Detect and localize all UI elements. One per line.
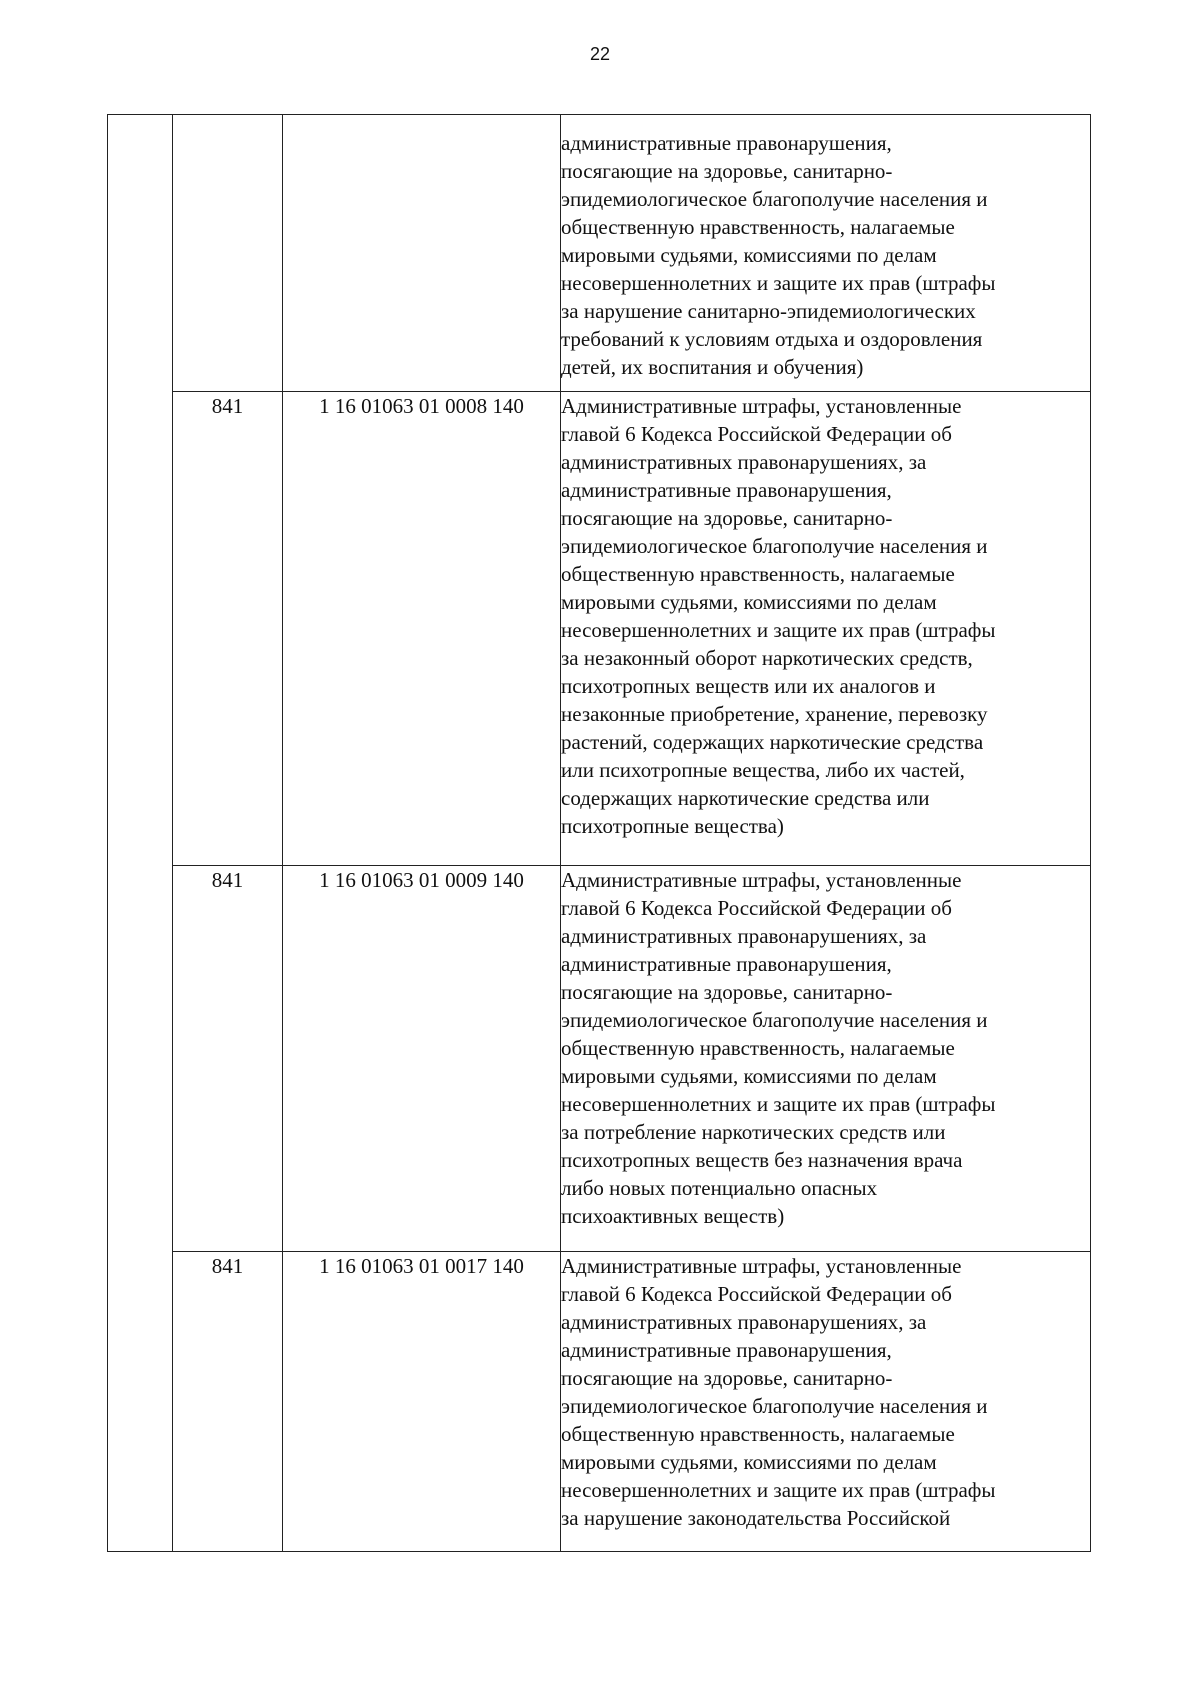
- description-line: незаконные приобретение, хранение, перевозку: [561, 702, 988, 726]
- description-line: эпидемиологическое благополучие населения и: [561, 1008, 988, 1032]
- description-line: главой 6 Кодекса Российской Федерации об: [561, 896, 952, 920]
- description-line: административные правонарушения,: [561, 131, 892, 155]
- page-number: 22: [589, 44, 611, 64]
- description-line: административные правонарушения,: [561, 1338, 892, 1362]
- description-line: мировыми судьями, комиссиями по делам: [561, 243, 937, 267]
- blank-cell: [108, 115, 173, 1552]
- description-line: общественную нравственность, налагаемые: [561, 562, 955, 586]
- description-line: несовершеннолетних и защите их прав (штрафы: [561, 271, 996, 295]
- description-cell: [561, 115, 1091, 392]
- description-cell: [561, 866, 1091, 1252]
- description-line: общественную нравственность, налагаемые: [561, 1036, 955, 1060]
- description-line: общественную нравственность, налагаемые: [561, 215, 955, 239]
- description-line: психотропные вещества): [561, 814, 784, 838]
- description-line: административных правонарушениях, за: [561, 1310, 927, 1334]
- budget-code-cell: 1 16 01063 01 0008 140: [283, 392, 561, 866]
- description-line: содержащих наркотические средства или: [561, 786, 930, 810]
- admin-code-cell: 841: [173, 392, 283, 866]
- description-line: посягающие на здоровье, санитарно-: [561, 506, 893, 530]
- description-line: несовершеннолетних и защите их прав (штрафы: [561, 618, 996, 642]
- budget-code-cell: 1 16 01063 01 0017 140: [283, 1252, 561, 1552]
- description-line: несовершеннолетних и защите их прав (штрафы: [561, 1478, 996, 1502]
- budget-code-cell: [283, 115, 561, 392]
- description-cell: [561, 1252, 1091, 1552]
- description-line: психотропных веществ или их аналогов и: [561, 674, 936, 698]
- description-line: требований к условиям отдыха и оздоровления: [561, 327, 983, 351]
- description-line: эпидемиологическое благополучие населения и: [561, 534, 988, 558]
- description-line: либо новых потенциально опасных: [561, 1176, 878, 1200]
- description-line: растений, содержащих наркотические средства: [561, 730, 984, 754]
- description-line: эпидемиологическое благополучие населения и: [561, 187, 988, 211]
- description-line: детей, их воспитания и обучения): [561, 355, 864, 379]
- description-line: Административные штрафы, установленные: [561, 394, 962, 418]
- description-line: за нарушение санитарно-эпидемиологических: [561, 299, 976, 323]
- description-line: психоактивных веществ): [561, 1204, 785, 1228]
- description-line: административные правонарушения,: [561, 478, 892, 502]
- budget-code-cell: 1 16 01063 01 0009 140: [283, 866, 561, 1252]
- description-line: посягающие на здоровье, санитарно-: [561, 1366, 893, 1390]
- description-line: мировыми судьями, комиссиями по делам: [561, 1064, 937, 1088]
- admin-code-cell: 841: [173, 866, 283, 1252]
- description-line: посягающие на здоровье, санитарно-: [561, 980, 893, 1004]
- budget-codes-table: [107, 114, 1091, 1552]
- description-line: за нарушение законодательства Российской: [561, 1506, 951, 1530]
- table-row: [108, 866, 1091, 1252]
- admin-code-cell: [173, 115, 283, 392]
- description-line: Административные штрафы, установленные: [561, 1254, 962, 1278]
- description-line: эпидемиологическое благополучие населения и: [561, 1394, 988, 1418]
- description-line: главой 6 Кодекса Российской Федерации об: [561, 1282, 952, 1306]
- description-line: административные правонарушения,: [561, 952, 892, 976]
- description-line: мировыми судьями, комиссиями по делам: [561, 590, 937, 614]
- description-line: или психотропные вещества, либо их частей,: [561, 758, 965, 782]
- admin-code-cell: 841: [173, 1252, 283, 1552]
- description-line: Административные штрафы, установленные: [561, 868, 962, 892]
- description-line: общественную нравственность, налагаемые: [561, 1422, 955, 1446]
- description-line: за потребление наркотических средств или: [561, 1120, 946, 1144]
- description-line: главой 6 Кодекса Российской Федерации об: [561, 422, 952, 446]
- table-row: [108, 115, 1091, 392]
- description-line: административных правонарушениях, за: [561, 450, 927, 474]
- description-line: за незаконный оборот наркотических средств,: [561, 646, 973, 670]
- description-line: мировыми судьями, комиссиями по делам: [561, 1450, 937, 1474]
- description-line: несовершеннолетних и защите их прав (штрафы: [561, 1092, 996, 1116]
- description-cell: [561, 392, 1091, 866]
- description-line: посягающие на здоровье, санитарно-: [561, 159, 893, 183]
- table-row: [108, 392, 1091, 866]
- table-row: [108, 1252, 1091, 1552]
- description-line: психотропных веществ без назначения врача: [561, 1148, 963, 1172]
- description-line: административных правонарушениях, за: [561, 924, 927, 948]
